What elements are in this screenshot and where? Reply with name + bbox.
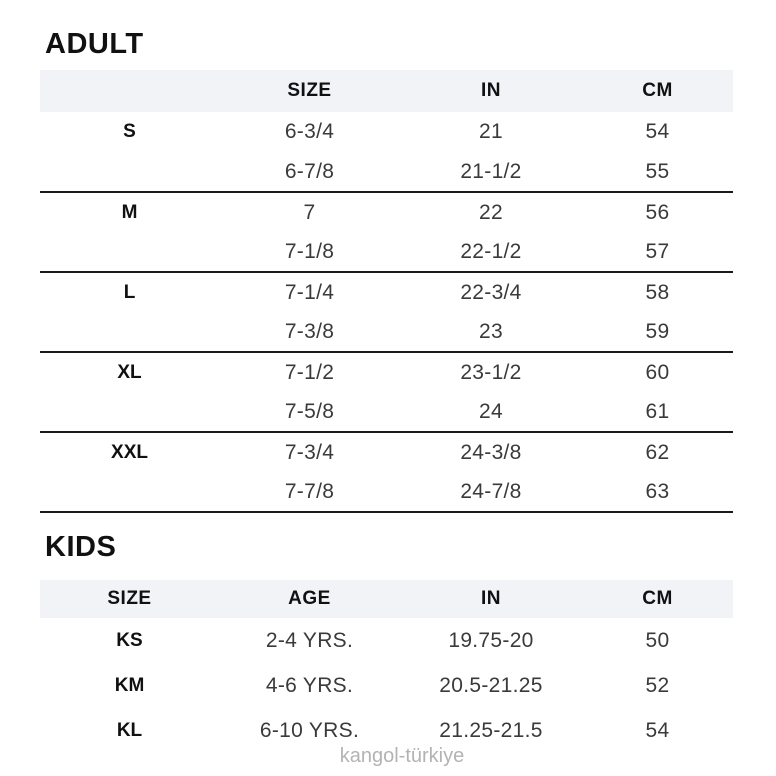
cell-size: 7-3/8 [219,312,400,352]
kids-col-size: SIZE [40,580,219,618]
cell-cm: 57 [582,232,733,272]
table-row [40,432,733,472]
cell-cm: 54 [645,718,670,742]
table-row [40,392,733,432]
table-row [40,472,733,512]
table-row [40,618,733,663]
table-row [40,112,733,152]
cell-size: 7-3/4 [284,440,335,464]
adult-col-in: IN [400,70,582,112]
cell-cm: 54 [645,120,670,143]
table-row [40,312,733,352]
table-row [40,663,733,708]
brand-footer-text: kangol-türkiye [339,745,465,767]
cell-size: 7-5/8 [219,392,400,432]
cell-age: 2-4 YRS. [265,628,354,652]
adult-col-blank [40,70,219,112]
cell-cm: 50 [645,628,670,652]
cell-cm: 58 [645,280,670,304]
adult-size-table [40,70,733,513]
cell-in: 24-7/8 [400,472,582,512]
size-label: S [123,121,136,142]
cell-in: 22-1/2 [400,232,582,272]
cell-age: 6-10 YRS. [259,718,360,742]
size-label: L [123,281,136,303]
size-label: KL [116,719,143,741]
table-row [40,152,733,192]
cell-in: 24-3/8 [460,440,522,464]
adult-header-row [40,70,733,112]
cell-cm: 61 [582,392,733,432]
cell-age: 4-6 YRS. [265,673,354,697]
cell-in: 19.75-20 [448,628,534,652]
kids-col-in: IN [400,580,582,618]
cell-cm: 55 [582,152,733,192]
cell-size: 7-7/8 [219,472,400,512]
table-row [40,272,733,312]
cell-size: 7-1/2 [284,360,335,384]
cell-size: 7-1/4 [284,280,335,304]
cell-cm: 56 [645,200,670,224]
cell-in: 21.25-21.5 [439,718,543,742]
size-label [40,152,219,192]
size-label [40,232,219,272]
kids-header-row [40,580,733,618]
cell-size: 7 [303,200,316,224]
cell-size: 7-1/8 [219,232,400,272]
size-label [40,312,219,352]
kids-col-age: AGE [219,580,400,618]
cell-size: 6-3/4 [284,120,335,143]
adult-col-cm: CM [582,70,733,112]
cell-in: 23-1/2 [460,360,522,384]
cell-cm: 52 [645,673,670,697]
kids-size-table [40,580,733,753]
size-label: M [121,201,138,223]
table-row [40,352,733,392]
cell-in: 23 [400,312,582,352]
cell-in: 21 [479,120,503,143]
cell-size: 6-7/8 [219,152,400,192]
cell-in: 21-1/2 [400,152,582,192]
cell-cm: 60 [645,360,670,384]
cell-in: 22 [479,200,503,224]
kids-section-heading: KIDS [45,531,117,563]
table-row [40,232,733,272]
size-label [40,472,219,512]
size-label: XXL [111,441,148,463]
table-row [40,192,733,232]
cell-in: 22-3/4 [460,280,522,304]
size-label: KM [114,674,145,696]
kids-col-cm: CM [582,580,733,618]
cell-cm: 59 [582,312,733,352]
cell-in: 24 [400,392,582,432]
cell-in: 20.5-21.25 [439,673,543,697]
size-label: XL [117,361,142,383]
adult-section-heading: ADULT [45,28,144,60]
cell-cm: 62 [645,440,670,464]
cell-cm: 63 [582,472,733,512]
size-label [40,392,219,432]
size-label: KS [116,629,143,651]
adult-col-size: SIZE [219,70,400,112]
